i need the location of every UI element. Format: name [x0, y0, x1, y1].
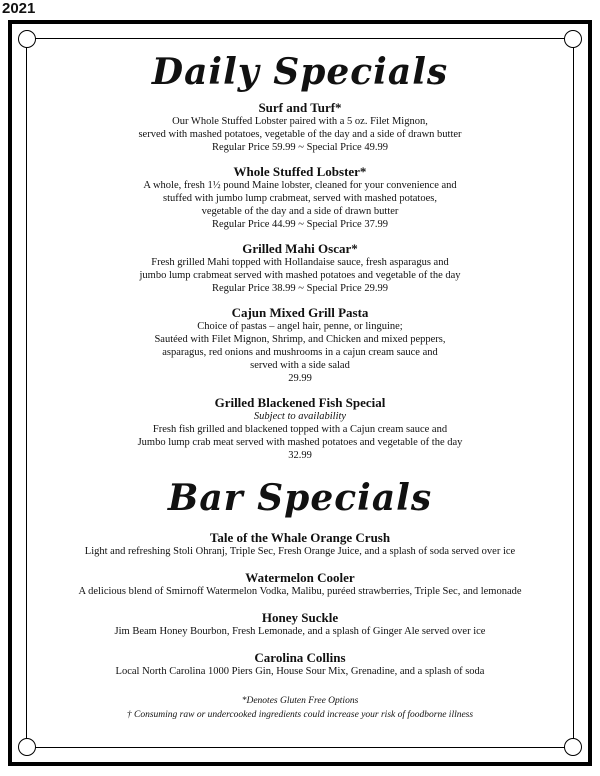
- bar-specials-list: [30, 530, 570, 678]
- menu-item-description: Fresh grilled Mahi topped with Hollandaise sauce, fresh asparagus and: [151, 257, 449, 268]
- menu-item: [30, 164, 570, 231]
- year-label: 2021: [2, 0, 36, 17]
- menu-item-name: Cajun Mixed Grill Pasta: [231, 305, 369, 320]
- menu-item-name: Whole Stuffed Lobster*: [233, 164, 367, 179]
- menu-item-description: served with mashed potatoes, vegetable of the day and a side of drawn butter: [138, 129, 462, 140]
- menu-item-name: Tale of the Whale Orange Crush: [209, 530, 391, 545]
- menu-item-description: Jim Beam Honey Bourbon, Fresh Lemonade, and a splash of Ginger Ale served over ice: [114, 626, 486, 637]
- menu-item-description: served with a side salad: [250, 360, 350, 371]
- menu-item: [30, 610, 570, 638]
- menu-item-description: Jumbo lump crab meat served with mashed potatoes and vegetable of the day: [137, 437, 463, 448]
- menu-item-description: vegetable of the day and a side of drawn butter: [201, 206, 399, 217]
- menu-item-description: Local North Carolina 1000 Piers Gin, House Sour Mix, Grenadine, and a splash of soda: [115, 666, 485, 677]
- menu-item-name: Grilled Mahi Oscar*: [242, 241, 358, 256]
- bar-specials-title: Bar Specials: [167, 477, 433, 519]
- menu-item: [30, 395, 570, 462]
- daily-specials-list: [30, 100, 570, 462]
- menu-item-name: Surf and Turf*: [258, 100, 342, 115]
- menu-item-name: Honey Suckle: [261, 610, 339, 625]
- menu-item-description: Sautéed with Filet Mignon, Shrimp, and Chicken and mixed peppers,: [154, 334, 446, 345]
- gluten-free-note: *Denotes Gluten Free Options: [241, 696, 359, 706]
- menu-item-name: Carolina Collins: [254, 650, 346, 665]
- menu-item-description: Choice of pastas – angel hair, penne, or linguine;: [197, 321, 403, 332]
- menu-item-description: 29.99: [288, 373, 312, 384]
- menu-item: [30, 570, 570, 598]
- corner-ornament: [18, 738, 36, 756]
- menu-item-description: jumbo lump crabmeat served with mashed potatoes and vegetable of the day: [139, 270, 461, 281]
- menu-item-name: Watermelon Cooler: [245, 570, 355, 585]
- corner-ornament: [564, 738, 582, 756]
- menu-item-description: Light and refreshing Stoli Ohranj, Triple Sec, Fresh Orange Juice, and a splash of soda served over ice: [84, 546, 516, 557]
- menu-content: [30, 0, 570, 722]
- footer-notes: [30, 694, 570, 722]
- food-safety-warning: † Consuming raw or undercooked ingredients could increase your risk of foodborne illness: [126, 710, 474, 720]
- menu-item-note: Subject to availability: [253, 411, 347, 422]
- menu-item: [30, 650, 570, 678]
- menu-item-description: Fresh fish grilled and blackened topped with a Cajun cream sauce and: [152, 424, 448, 435]
- menu-item-description: Regular Price 44.99 ~ Special Price 37.99: [212, 219, 388, 230]
- daily-specials-title: Daily Specials: [151, 51, 449, 93]
- menu-item-description: asparagus, red onions and mushrooms in a cajun cream sauce and: [162, 347, 438, 358]
- menu-item-name: Grilled Blackened Fish Special: [214, 395, 386, 410]
- menu-item-description: Regular Price 59.99 ~ Special Price 49.99: [212, 142, 388, 153]
- menu-item-description: Regular Price 38.99 ~ Special Price 29.99: [212, 283, 388, 294]
- menu-item-description: stuffed with jumbo lump crabmeat, served with mashed potatoes,: [163, 193, 437, 204]
- menu-item-description: A delicious blend of Smirnoff Watermelon Vodka, Malibu, puréed strawberries, Triple Sec, and lemonade: [78, 586, 522, 597]
- menu-item-description: Our Whole Stuffed Lobster paired with a 5 oz. Filet Mignon,: [172, 116, 428, 127]
- menu-item: [30, 241, 570, 295]
- menu-item: [30, 530, 570, 558]
- menu-item: [30, 100, 570, 154]
- menu-item-description: 32.99: [288, 450, 312, 461]
- menu-item: [30, 305, 570, 385]
- menu-item-description: A whole, fresh 1½ pound Maine lobster, cleaned for your convenience and: [143, 180, 457, 191]
